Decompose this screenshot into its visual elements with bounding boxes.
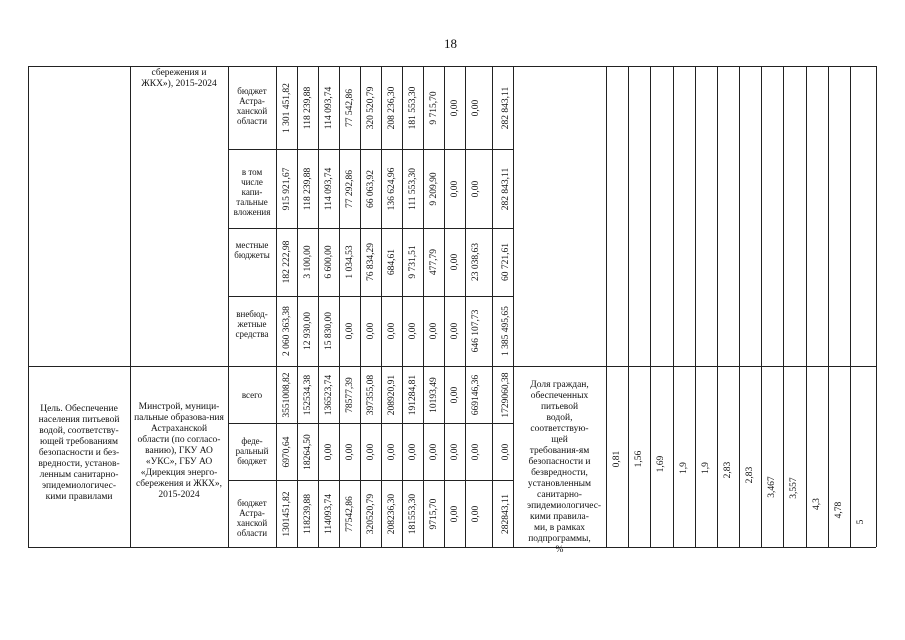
- table-rule: [28, 66, 29, 547]
- row-label: в том числе капи-тальные вложения: [233, 166, 271, 217]
- value-cell: 66 063,92: [365, 169, 376, 208]
- table-rule: [673, 66, 674, 547]
- table-rule: [695, 66, 696, 547]
- table-rule: [297, 66, 298, 547]
- value-cell: 0,00: [428, 443, 439, 460]
- value-cell: 60 721,61: [500, 243, 511, 281]
- table-rule: [806, 66, 807, 547]
- value-cell: 0,00: [470, 505, 481, 522]
- value-cell: 118239,88: [302, 493, 313, 534]
- value-cell: 114 093,74: [323, 86, 334, 129]
- indicator-value: 2,83: [722, 461, 733, 479]
- table-rule: [606, 66, 607, 547]
- value-cell: 136 624,96: [386, 167, 397, 210]
- value-cell: 18264,50: [302, 433, 313, 470]
- value-cell: 208920,91: [386, 374, 397, 415]
- table-rule: [444, 66, 445, 547]
- value-cell: 208236,30: [386, 493, 397, 534]
- table-rule: [381, 66, 382, 547]
- table-rule: [513, 66, 514, 547]
- value-cell: 111 553,30: [407, 167, 418, 210]
- value-cell: 669146,36: [470, 374, 481, 415]
- row-label: местные бюджеты: [234, 240, 270, 260]
- value-cell: 282 843,11: [500, 86, 511, 129]
- row-label: феде-ральный бюджет: [235, 435, 269, 466]
- value-cell: 397355,08: [365, 374, 376, 415]
- value-cell: 181 553,30: [407, 86, 418, 129]
- value-cell: 0,00: [470, 180, 481, 197]
- value-cell: 118 239,88: [302, 167, 313, 210]
- value-cell: 208 236,30: [386, 86, 397, 129]
- table-rule: [402, 66, 403, 547]
- value-cell: 9 209,90: [428, 171, 439, 206]
- table-rule: [276, 66, 277, 547]
- table-rule: [828, 66, 829, 547]
- value-cell: 9 731,51: [407, 245, 418, 279]
- table-rule: [228, 149, 513, 150]
- table-rule: [465, 66, 466, 547]
- value-cell: 0,00: [323, 443, 334, 460]
- value-cell: 0,00: [470, 99, 481, 116]
- value-cell: 0,00: [449, 505, 460, 522]
- value-cell: 114093,74: [323, 493, 334, 534]
- indicator-text: Доля граждан, обеспеченных питьевой водой, соответствую-щей требования-ям безопасности и безвредности, установленным санитарно-эпидемиологичес-кими правила-ми, в рамках подпрограммы, %: [527, 380, 602, 555]
- value-cell: 0,00: [449, 253, 460, 271]
- value-cell: 77542,86: [344, 495, 355, 532]
- value-cell: 0,00: [344, 443, 355, 460]
- value-cell: 23 038,63: [470, 243, 481, 281]
- table-rule: [876, 66, 877, 547]
- value-cell: 1729060,38: [500, 371, 511, 418]
- table-rule: [360, 66, 361, 547]
- value-cell: 0,00: [407, 443, 418, 460]
- table-rule: [28, 366, 876, 367]
- table-rule: [783, 66, 784, 547]
- table-rule: [650, 66, 651, 547]
- indicator-value: 2,83: [745, 466, 756, 484]
- value-cell: 0,00: [449, 322, 460, 340]
- value-cell: 0,00: [449, 99, 460, 116]
- value-cell: 78577,39: [344, 376, 355, 413]
- value-cell: 320 520,79: [365, 86, 376, 129]
- value-cell: 282 843,11: [500, 167, 511, 210]
- table-rule: [228, 480, 513, 481]
- value-cell: 0,00: [407, 322, 418, 340]
- program-continued: сбережения и ЖКХ»), 2015-2024: [141, 68, 217, 89]
- table-rule: [228, 228, 513, 229]
- indicator-value: 3,467: [767, 476, 778, 498]
- value-cell: 0,00: [386, 443, 397, 460]
- value-cell: 2 060 363,38: [281, 306, 292, 356]
- table-rule: [717, 66, 718, 547]
- value-cell: 118 239,88: [302, 86, 313, 129]
- value-cell: 114 093,74: [323, 167, 334, 210]
- value-cell: 0,00: [500, 443, 511, 460]
- value-cell: 0,00: [449, 180, 460, 197]
- value-cell: 1301451,82: [281, 490, 292, 537]
- row-label: всего: [241, 389, 263, 400]
- table-rule: [228, 66, 229, 547]
- value-cell: 182 222,98: [281, 240, 292, 284]
- value-cell: 3551008,82: [281, 371, 292, 418]
- indicator-value: 4,78: [833, 501, 844, 519]
- table-rule: [492, 66, 493, 547]
- value-cell: 1 034,53: [344, 245, 355, 279]
- value-cell: 6970,64: [281, 436, 292, 467]
- value-cell: 6 600,00: [323, 245, 334, 279]
- value-cell: 0,00: [386, 322, 397, 340]
- indicator-value: 3,557: [789, 477, 800, 499]
- table-rule: [628, 66, 629, 547]
- indicator-value: 1,56: [634, 450, 645, 468]
- table-rule: [228, 296, 513, 297]
- table-rule: [850, 66, 851, 547]
- value-cell: 477,79: [428, 248, 439, 276]
- value-cell: 76 834,29: [365, 243, 376, 281]
- value-cell: 136523,74: [323, 374, 334, 415]
- row-label: бюджет Астра-ханской области: [236, 85, 268, 126]
- table-rule: [761, 66, 762, 547]
- value-cell: 915 921,67: [281, 167, 292, 210]
- executors-text: Минстрой, муници-пальные образова-ния Астраханской области (по согласо-ванию), ГКУ АО «УКС», ГБУ АО «Дирекция энерго-сбережения и ЖКХ», 2015-2024: [134, 402, 224, 500]
- indicator-value: 1,9: [678, 462, 689, 474]
- indicator-value: 1,69: [656, 455, 667, 473]
- value-cell: 10193,49: [428, 376, 439, 413]
- table-rule: [228, 423, 513, 424]
- value-cell: 0,00: [428, 322, 439, 340]
- value-cell: 9715,70: [428, 498, 439, 529]
- value-cell: 1 385 495,65: [500, 306, 511, 356]
- value-cell: 152534,38: [302, 374, 313, 415]
- value-cell: 191284,81: [407, 374, 418, 415]
- value-cell: 77 542,86: [344, 88, 355, 127]
- goal-text: Цель. Обеспечение населения питьевой водой, соответству-ющей требованиям безопасности и без-вредности, установ-ленным санитарно-эпидемиологичес-кими правилами: [38, 404, 120, 502]
- value-cell: 15 830,00: [323, 312, 334, 350]
- value-cell: 320520,79: [365, 493, 376, 534]
- value-cell: 12 930,00: [302, 312, 313, 350]
- value-cell: 646 107,73: [470, 309, 481, 353]
- value-cell: 0,00: [449, 443, 460, 460]
- value-cell: 0,00: [449, 386, 460, 403]
- value-cell: 282843,11: [500, 493, 511, 534]
- indicator-value: 5: [855, 519, 866, 525]
- value-cell: 0,00: [365, 443, 376, 460]
- row-label: бюджет Астра-ханской области: [236, 497, 268, 538]
- row-label: внебюд-жетные средства: [235, 309, 269, 339]
- indicator-value: 0,81: [612, 450, 623, 468]
- value-cell: 3 100,00: [302, 245, 313, 279]
- value-cell: 181553,30: [407, 493, 418, 534]
- table-rule: [318, 66, 319, 547]
- indicator-value: 4,3: [811, 498, 822, 510]
- table-rule: [339, 66, 340, 547]
- value-cell: 0,00: [470, 443, 481, 460]
- indicator-value: 1,9: [700, 462, 711, 474]
- table-rule: [739, 66, 740, 547]
- table-rule: [423, 66, 424, 547]
- value-cell: 0,00: [344, 322, 355, 340]
- value-cell: 9 715,70: [428, 90, 439, 125]
- table-rule: [28, 547, 876, 548]
- table-rule: [28, 66, 876, 67]
- table-rule: [130, 66, 131, 547]
- value-cell: 0,00: [365, 322, 376, 340]
- page-number: 18: [444, 36, 457, 51]
- value-cell: 1 301 451,82: [281, 82, 292, 133]
- value-cell: 684,61: [386, 248, 397, 276]
- value-cell: 77 292,86: [344, 169, 355, 208]
